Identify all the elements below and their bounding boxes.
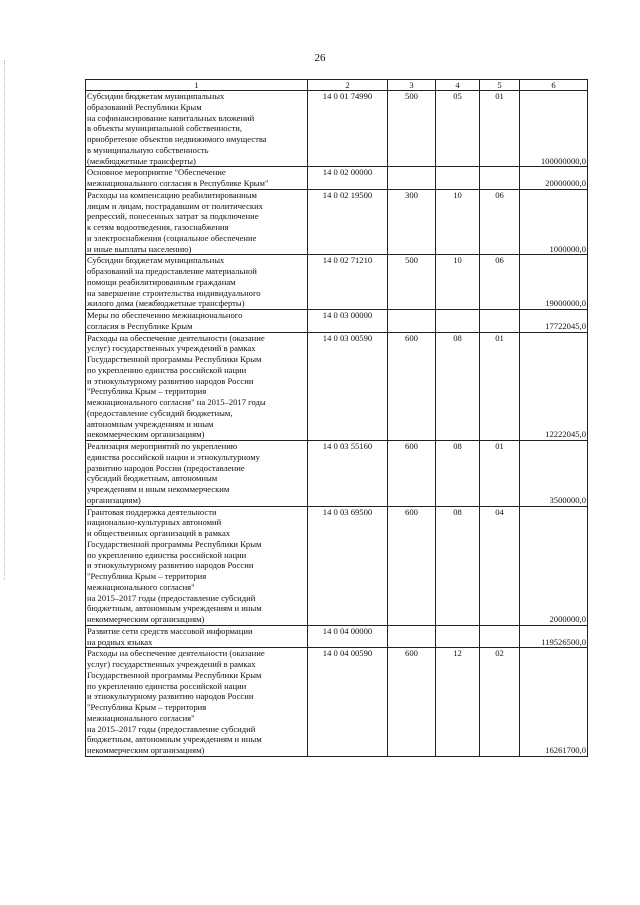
expense-type-code [388, 167, 436, 190]
amount: 1000000,0 [520, 189, 588, 255]
amount: 20000000,0 [520, 167, 588, 190]
amount: 100000000,0 [520, 91, 588, 167]
section-code: 10 [436, 189, 480, 255]
expense-name: Меры по обеспечению межнационального согласия в Республике Крым [86, 310, 308, 333]
amount: 17722045,0 [520, 310, 588, 333]
table-row [86, 189, 588, 255]
amount: 16261700,0 [520, 648, 588, 757]
binding-edge-marks [4, 60, 8, 580]
amount: 3500000,0 [520, 441, 588, 507]
expense-type-code: 600 [388, 441, 436, 507]
expense-type-code: 500 [388, 91, 436, 167]
target-article-code: 14 0 03 00590 [308, 332, 388, 441]
header-cell: 3 [388, 80, 436, 91]
target-article-code: 14 0 04 00000 [308, 625, 388, 648]
table-row [86, 167, 588, 190]
expense-name: Субсидии бюджетам муниципальных образований Республики Крым на софинансирование капитальных вложений в объекты муниципальной собственности, приобретение объектов недвижимого имущества в муниципальную собственность (межбюджетные трансферты) [86, 91, 308, 167]
table-header-row [86, 80, 588, 91]
target-article-code: 14 0 02 19500 [308, 189, 388, 255]
header-cell: 6 [520, 80, 588, 91]
table-row [86, 441, 588, 507]
target-article-code: 14 0 02 71210 [308, 255, 388, 310]
header-cell: 2 [308, 80, 388, 91]
expense-name: Субсидии бюджетам муниципальных образований на предоставление материальной помощи реабилитированным гражданам на завершение строительства индивидуального жилого дома (межбюджетные трансферты) [86, 255, 308, 310]
section-code: 12 [436, 648, 480, 757]
expense-type-code: 600 [388, 648, 436, 757]
target-article-code: 14 0 01 74990 [308, 91, 388, 167]
target-article-code: 14 0 03 69500 [308, 506, 388, 625]
section-code [436, 625, 480, 648]
expense-name: Расходы на обеспечение деятельности (оказание услуг) государственных учреждений в рамках Государственной программы Республики Крым по укреплению единства российской нации и этнокультурному развитию народов России "Республика Крым – территория межнационального согласия" на 2015–2017 годы (предоставление субсидий бюджетным, автономным учреждениям и иным некоммерческим организациям) [86, 332, 308, 441]
expense-name: Расходы на компенсацию реабилитированным лицам и лицам, пострадавшим от политических репрессий, понесенных затрат за подключение к сетям водоотведения, газоснабжения и электроснабжения (социальное обеспечение и иные выплаты населению) [86, 189, 308, 255]
table-row [86, 648, 588, 757]
subsection-code: 01 [480, 441, 520, 507]
target-article-code: 14 0 02 00000 [308, 167, 388, 190]
page-number: 26 [314, 52, 326, 64]
expense-name: Основное мероприятие "Обеспечение межнационального согласия в Республике Крым" [86, 167, 308, 190]
amount: 12222045,0 [520, 332, 588, 441]
expense-type-code [388, 310, 436, 333]
subsection-code: 01 [480, 91, 520, 167]
table-row [86, 506, 588, 625]
budget-table [85, 79, 588, 757]
target-article-code: 14 0 03 00000 [308, 310, 388, 333]
expense-name: Грантовая поддержка деятельности национально-культурных автономий и общественных организаций в рамках Государственной программы Республики Крым по укреплению единства российской нации и этнокультурному развитию народов России "Республика Крым – территория межнационального согласия" на 2015–2017 годы (предоставление субсидий бюджетным, автономным учреждениям и иным некоммерческим организациям) [86, 506, 308, 625]
table-row [86, 255, 588, 310]
amount: 19000000,0 [520, 255, 588, 310]
section-code: 08 [436, 332, 480, 441]
section-code [436, 167, 480, 190]
header-cell: 4 [436, 80, 480, 91]
subsection-code [480, 310, 520, 333]
expense-type-code: 500 [388, 255, 436, 310]
subsection-code: 06 [480, 189, 520, 255]
subsection-code: 04 [480, 506, 520, 625]
table-row [86, 332, 588, 441]
table-row [86, 310, 588, 333]
subsection-code [480, 167, 520, 190]
expense-name: Реализация мероприятий по укреплению единства российской нации и этнокультурному развитию народов России (предоставление субсидий бюджетным, автономным учреждениям и иным некоммерческим организациям) [86, 441, 308, 507]
header-cell: 5 [480, 80, 520, 91]
section-code: 08 [436, 506, 480, 625]
header-cell: 1 [86, 80, 308, 91]
amount: 2000000,0 [520, 506, 588, 625]
section-code: 05 [436, 91, 480, 167]
subsection-code: 01 [480, 332, 520, 441]
section-code: 08 [436, 441, 480, 507]
subsection-code [480, 625, 520, 648]
expense-type-code: 600 [388, 332, 436, 441]
expense-name: Расходы на обеспечение деятельности (оказание услуг) государственных учреждений в рамках Государственной программы Республики Крым по укреплению единства российской нации и этнокультурному развитию народов России "Республика Крым – территория межнационального согласия" на 2015–2017 годы (предоставление субсидий бюджетным, автономным учреждениям и иным некоммерческим организациям) [86, 648, 308, 757]
table-row [86, 625, 588, 648]
expense-type-code [388, 625, 436, 648]
target-article-code: 14 0 03 55160 [308, 441, 388, 507]
subsection-code: 02 [480, 648, 520, 757]
section-code: 10 [436, 255, 480, 310]
expense-name: Развитие сети средств массовой информации на родных языках [86, 625, 308, 648]
target-article-code: 14 0 04 00590 [308, 648, 388, 757]
expense-type-code: 300 [388, 189, 436, 255]
expense-type-code: 600 [388, 506, 436, 625]
section-code [436, 310, 480, 333]
subsection-code: 06 [480, 255, 520, 310]
amount: 119526500,0 [520, 625, 588, 648]
table-row [86, 91, 588, 167]
